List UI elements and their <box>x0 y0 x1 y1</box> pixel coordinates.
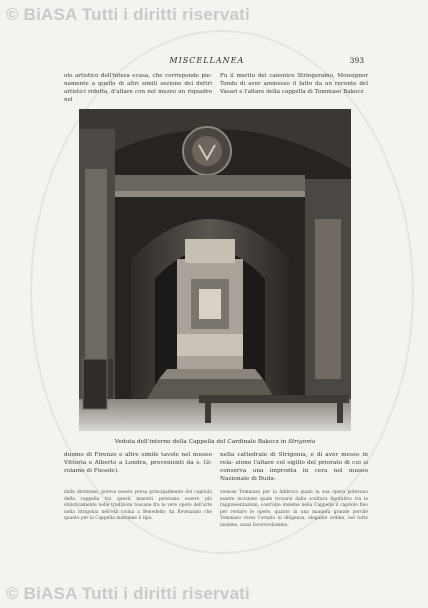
footnote-right-column: venisse Tommaso per la fabbrica quale la sua opera potevano essere incisione quale trovarsi dalla scultura figurativa tra le rappresentazioni, costruite insieme nella Cappella il capitolo fino per restare le opere, quanto in una maniera grande perché Tommaso verso l'ornato in diligenza, elegante ordine, nel tutto insieme, assai favorevolissimo. <box>220 490 368 528</box>
watermark-top: © BiASA Tutti i diritti riservati <box>6 5 250 24</box>
caption-place: Strigonia <box>288 439 316 445</box>
figure-caption <box>79 439 351 445</box>
chapel-illustration <box>79 109 351 431</box>
middle-right-column: nella cattedrale di Strigonia, e di aver messo in rela- zione l'altare col sigillo del priorato di cui si conserva una impronta in cera nel museo Nazionale di Buda- <box>220 452 368 482</box>
chapel-photograph <box>79 109 351 431</box>
watermark-bottom: © BiASA Tutti i diritti riservati <box>6 584 250 603</box>
top-right-column: Fu il merito del canonico Stringeramo, Monsignor Tondo di aver ammesso il fatto da un recente del Vasari e l'altare della cappella di Tommaso Bakocz <box>220 73 368 95</box>
page-number: 393 <box>349 56 364 65</box>
top-left-column: olo artistico dell'intera ecasa, che corrisponde pie- namente a quello di altri simili sezione dei dettri artistici ridotta, d'altare con nel mezzo un riquadro nel <box>64 73 212 103</box>
running-head <box>64 56 364 65</box>
middle-left-column: duomo di Firenze e altre simile tavole nel museo Vittoria e Alberto a Londra, provenienti da s. Gi- rolamo di Fiesole). <box>64 452 212 474</box>
caption-prefix: Veduta dell'interno della Cappella del Cardinale Bakocz in <box>114 439 289 445</box>
footnote-left-column: dalle direzione, poteva essere presa principalmente del capitolo della cappella tra questi maestri potevano essere più stilisticamente nelle tradizioni toscane fra le vere opere dell'arte nella Strigonia nell'età vicina a Benedetto da Rovezzano che quanto per la Cappella mantiene il tipo. <box>64 490 212 521</box>
running-title: MISCELLANEA <box>169 56 245 65</box>
